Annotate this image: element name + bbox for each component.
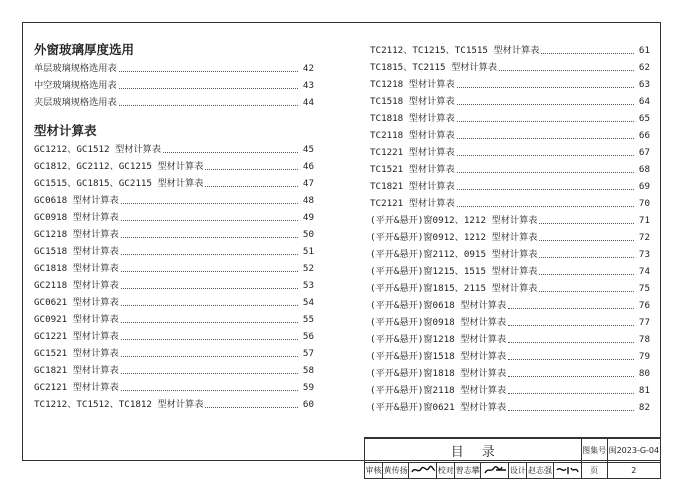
toc-entry-label: TC1221 型材计算表 xyxy=(370,147,455,158)
dot-leader xyxy=(121,321,298,323)
toc-left-column xyxy=(34,40,314,413)
toc-entry[interactable] xyxy=(370,110,650,127)
toc-entry[interactable] xyxy=(370,365,650,382)
toc-entry-label: GC1212、GC1512 型材计算表 xyxy=(34,144,162,155)
dot-leader xyxy=(121,270,298,272)
toc-entry[interactable] xyxy=(34,396,314,413)
toc-entry[interactable] xyxy=(34,328,314,345)
atlas-number-value: 闽2023-G-04 xyxy=(607,439,660,463)
toc-entry-label: (平开&悬开)窗1518 型材计算表 xyxy=(370,351,507,362)
section-title: 外窗玻璃厚度选用 xyxy=(34,42,135,57)
page-label: 页 xyxy=(581,463,607,479)
toc-entry-label: (平开&悬开)窗2112、0915 型材计算表 xyxy=(370,249,538,260)
toc-entry-label: 中空玻璃规格选用表 xyxy=(34,80,117,91)
page-value: 2 xyxy=(607,463,660,479)
toc-entry-page: 48 xyxy=(302,195,314,206)
dot-leader xyxy=(508,392,634,394)
toc-entry[interactable] xyxy=(370,246,650,263)
toc-section xyxy=(34,121,314,413)
toc-entry[interactable] xyxy=(370,280,650,297)
dot-leader xyxy=(508,409,634,411)
dot-leader xyxy=(121,219,298,221)
toc-entry-label: GC1515、GC1815、GC2115 型材计算表 xyxy=(34,178,204,189)
dot-leader xyxy=(457,171,634,173)
dot-leader xyxy=(205,168,298,170)
toc-entry[interactable] xyxy=(34,345,314,362)
toc-entry-page: 55 xyxy=(302,314,314,325)
dot-leader xyxy=(457,103,634,105)
toc-entry-page: 58 xyxy=(302,365,314,376)
dot-leader xyxy=(457,86,634,88)
toc-section xyxy=(34,40,314,111)
toc-entry[interactable] xyxy=(370,42,650,59)
dot-leader xyxy=(205,185,298,187)
toc-entry[interactable] xyxy=(370,382,650,399)
toc-entry-page: 65 xyxy=(638,113,650,124)
toc-entry[interactable] xyxy=(370,229,650,246)
toc-entry-label: TC1212、TC1512、TC1812 型材计算表 xyxy=(34,399,204,410)
toc-entry-label: GC2121 型材计算表 xyxy=(34,382,119,393)
toc-entry-label: TC1518 型材计算表 xyxy=(370,96,455,107)
toc-entry[interactable] xyxy=(370,76,650,93)
toc-entry[interactable] xyxy=(34,77,314,94)
toc-entry-label: GC0618 型材计算表 xyxy=(34,195,119,206)
toc-entry-page: 62 xyxy=(638,62,650,73)
toc-entry-label: (平开&悬开)窗1818 型材计算表 xyxy=(370,368,507,379)
toc-entry[interactable] xyxy=(34,209,314,226)
toc-entry-label: (平开&悬开)窗1218 型材计算表 xyxy=(370,334,507,345)
dot-leader xyxy=(508,324,634,326)
toc-entry-page: 77 xyxy=(638,317,650,328)
dot-leader xyxy=(541,52,634,54)
dot-leader xyxy=(457,154,634,156)
design-name: 赵志强 xyxy=(527,463,553,479)
toc-entry-page: 52 xyxy=(302,263,314,274)
signature-scribble xyxy=(410,464,436,476)
toc-entry[interactable] xyxy=(34,311,314,328)
toc-entry-page: 67 xyxy=(638,147,650,158)
toc-entry-page: 61 xyxy=(638,45,650,56)
dot-leader xyxy=(121,304,298,306)
toc-entry-label: TC1218 型材计算表 xyxy=(370,79,455,90)
toc-entry-label: TC1821 型材计算表 xyxy=(370,181,455,192)
dot-leader xyxy=(539,273,634,275)
toc-entry-page: 46 xyxy=(302,161,314,172)
toc-entry[interactable] xyxy=(34,243,314,260)
toc-entry[interactable] xyxy=(370,178,650,195)
dot-leader xyxy=(508,375,634,377)
dot-leader xyxy=(508,341,634,343)
dot-leader xyxy=(121,236,298,238)
toc-entry-page: 49 xyxy=(302,212,314,223)
toc-entry-page: 66 xyxy=(638,130,650,141)
toc-entry[interactable] xyxy=(34,277,314,294)
toc-entry[interactable] xyxy=(34,141,314,158)
toc-entry-page: 73 xyxy=(638,249,650,260)
toc-entry-label: (平开&悬开)窗1815、2115 型材计算表 xyxy=(370,283,538,294)
toc-entry-label: (平开&悬开)窗0912、1212 型材计算表 xyxy=(370,232,538,243)
section-gap xyxy=(34,111,314,121)
review-signature xyxy=(409,463,437,479)
toc-entry-page: 42 xyxy=(302,63,314,74)
toc-entry[interactable] xyxy=(34,158,314,175)
dot-leader xyxy=(457,188,634,190)
dot-leader xyxy=(539,256,634,258)
toc-entry-page: 72 xyxy=(638,232,650,243)
dot-leader xyxy=(457,205,634,207)
toc-entry-label: GC1821 型材计算表 xyxy=(34,365,119,376)
toc-entry-page: 68 xyxy=(638,164,650,175)
dot-leader xyxy=(121,355,298,357)
toc-entry-label: TC2118 型材计算表 xyxy=(370,130,455,141)
toc-entry[interactable] xyxy=(370,314,650,331)
dot-leader xyxy=(121,202,298,204)
dot-leader xyxy=(119,104,298,106)
dot-leader xyxy=(119,87,298,89)
toc-entry-label: (平开&悬开)窗1215、1515 型材计算表 xyxy=(370,266,538,277)
dot-leader xyxy=(508,307,634,309)
toc-list xyxy=(370,42,650,416)
toc-entry-label: (平开&悬开)窗0912、1212 型材计算表 xyxy=(370,215,538,226)
toc-entry-page: 53 xyxy=(302,280,314,291)
check-label: 校对 xyxy=(437,463,455,479)
toc-entry[interactable] xyxy=(370,59,650,76)
toc-entry-page: 63 xyxy=(638,79,650,90)
review-label: 审核 xyxy=(365,463,383,479)
toc-entry[interactable] xyxy=(370,127,650,144)
toc-entry-page: 54 xyxy=(302,297,314,308)
toc-entry-label: 夹层玻璃规格选用表 xyxy=(34,97,117,108)
dot-leader xyxy=(457,137,634,139)
toc-entry[interactable] xyxy=(370,331,650,348)
toc-entry[interactable] xyxy=(34,192,314,209)
toc-entry[interactable] xyxy=(370,93,650,110)
dot-leader xyxy=(539,222,634,224)
dot-leader xyxy=(539,290,634,292)
atlas-number-label: 图集号 xyxy=(581,439,607,463)
toc-entry-page: 69 xyxy=(638,181,650,192)
dot-leader xyxy=(163,151,298,153)
dot-leader xyxy=(121,287,298,289)
toc-entry-page: 56 xyxy=(302,331,314,342)
toc-entry[interactable] xyxy=(34,60,314,77)
toc-entry[interactable] xyxy=(34,226,314,243)
toc-entry[interactable] xyxy=(34,294,314,311)
toc-entry-page: 75 xyxy=(638,283,650,294)
toc-entry-page: 60 xyxy=(302,399,314,410)
dot-leader xyxy=(121,338,298,340)
toc-entry-page: 44 xyxy=(302,97,314,108)
toc-entry[interactable] xyxy=(370,399,650,416)
check-name: 曾志攀 xyxy=(455,463,481,479)
toc-entry-page: 59 xyxy=(302,382,314,393)
toc-entry-label: GC0921 型材计算表 xyxy=(34,314,119,325)
toc-entry[interactable] xyxy=(370,195,650,212)
toc-entry-label: (平开&悬开)窗0621 型材计算表 xyxy=(370,402,507,413)
dot-leader xyxy=(508,358,634,360)
toc-entry-page: 76 xyxy=(638,300,650,311)
toc-entry-page: 51 xyxy=(302,246,314,257)
toc-entry-page: 45 xyxy=(302,144,314,155)
toc-entry-label: GC1518 型材计算表 xyxy=(34,246,119,257)
check-signature xyxy=(481,463,509,479)
toc-entry-page: 74 xyxy=(638,266,650,277)
toc-entry-label: GC1521 型材计算表 xyxy=(34,348,119,359)
toc-entry[interactable] xyxy=(370,212,650,229)
toc-entry[interactable] xyxy=(34,379,314,396)
dot-leader xyxy=(539,239,634,241)
toc-entry-label: (平开&悬开)窗0918 型材计算表 xyxy=(370,317,507,328)
title-block xyxy=(364,437,661,478)
toc-entry-page: 81 xyxy=(638,385,650,396)
toc-entry-page: 43 xyxy=(302,80,314,91)
toc-entry-label: GC0621 型材计算表 xyxy=(34,297,119,308)
toc-entry-page: 64 xyxy=(638,96,650,107)
title-block-title: 目录 xyxy=(365,439,582,463)
toc-entry-page: 57 xyxy=(302,348,314,359)
toc-entry-label: TC1815、TC2115 型材计算表 xyxy=(370,62,498,73)
dot-leader xyxy=(121,389,298,391)
toc-entry-label: GC1818 型材计算表 xyxy=(34,263,119,274)
section-title: 型材计算表 xyxy=(34,123,97,138)
toc-entry-label: GC0918 型材计算表 xyxy=(34,212,119,223)
toc-entry-label: (平开&悬开)窗0618 型材计算表 xyxy=(370,300,507,311)
dot-leader xyxy=(499,69,634,71)
dot-leader xyxy=(457,120,634,122)
toc-entry-page: 78 xyxy=(638,334,650,345)
toc-entry[interactable] xyxy=(370,144,650,161)
toc-entry[interactable] xyxy=(370,348,650,365)
signature-scribble xyxy=(554,464,580,476)
design-label: 设计 xyxy=(509,463,527,479)
toc-entry[interactable] xyxy=(34,175,314,192)
dot-leader xyxy=(121,253,298,255)
dot-leader xyxy=(119,70,298,72)
toc-entry-page: 50 xyxy=(302,229,314,240)
toc-entry-label: GC1218 型材计算表 xyxy=(34,229,119,240)
toc-entry-label: GC2118 型材计算表 xyxy=(34,280,119,291)
toc-list xyxy=(34,141,314,413)
toc-entry-label: GC1221 型材计算表 xyxy=(34,331,119,342)
toc-right-column xyxy=(370,42,650,416)
toc-entry-page: 80 xyxy=(638,368,650,379)
toc-entry[interactable] xyxy=(370,297,650,314)
toc-entry[interactable] xyxy=(34,260,314,277)
toc-entry-page: 82 xyxy=(638,402,650,413)
toc-entry[interactable] xyxy=(34,362,314,379)
toc-entry-label: TC1521 型材计算表 xyxy=(370,164,455,175)
dot-leader xyxy=(121,372,298,374)
toc-entry-label: TC1818 型材计算表 xyxy=(370,113,455,124)
toc-entry-page: 47 xyxy=(302,178,314,189)
toc-entry-page: 79 xyxy=(638,351,650,362)
toc-entry[interactable] xyxy=(34,94,314,111)
dot-leader xyxy=(205,406,298,408)
toc-entry-label: (平开&悬开)窗2118 型材计算表 xyxy=(370,385,507,396)
toc-entry-label: GC1812、GC2112、GC1215 型材计算表 xyxy=(34,161,204,172)
design-signature xyxy=(553,463,581,479)
toc-entry-page: 70 xyxy=(638,198,650,209)
toc-entry-label: 单层玻璃规格选用表 xyxy=(34,63,117,74)
toc-entry-label: TC2121 型材计算表 xyxy=(370,198,455,209)
signature-scribble xyxy=(482,464,508,476)
toc-entry-label: TC2112、TC1215、TC1515 型材计算表 xyxy=(370,45,540,56)
toc-list xyxy=(34,60,314,111)
toc-entry[interactable] xyxy=(370,161,650,178)
review-name: 黄传扬 xyxy=(383,463,409,479)
toc-entry-page: 71 xyxy=(638,215,650,226)
toc-entry[interactable] xyxy=(370,263,650,280)
